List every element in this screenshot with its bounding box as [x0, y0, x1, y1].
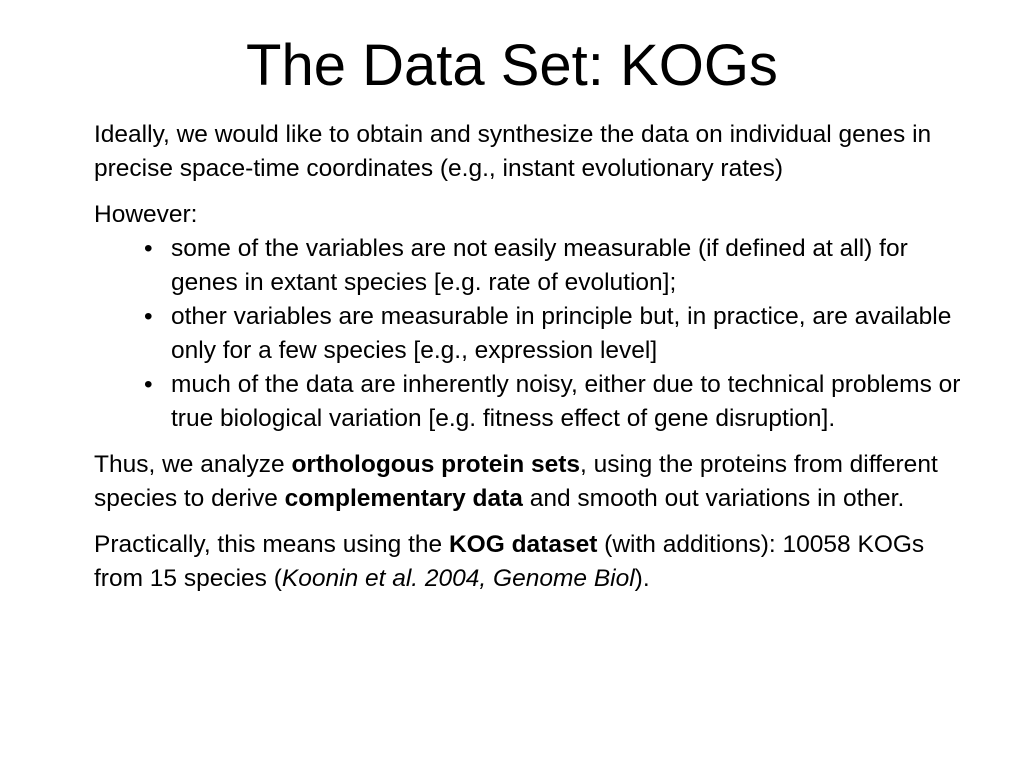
- thus-paragraph: [94, 448, 974, 516]
- practically-paragraph: [94, 528, 974, 596]
- bullet-text: other variables are measurable in principle but, in practice, are available only for a few species [e.g., expression level]: [171, 303, 952, 364]
- bullet-glyph: •: [144, 371, 153, 398]
- bullet-item: [144, 300, 974, 368]
- practically-text-3: ).: [634, 565, 650, 592]
- thus-text-1: Thus, we analyze: [94, 451, 292, 478]
- slide-body: [94, 118, 974, 596]
- bullet-glyph: •: [144, 235, 153, 262]
- bullet-text: much of the data are inherently noisy, either due to technical problems or true biological variation [e.g. fitness effect of gene disruption].: [171, 371, 961, 432]
- slide-title: The Data Set: KOGs: [246, 33, 778, 98]
- bullet-glyph: •: [144, 303, 153, 330]
- thus-bold-orthologous: orthologous protein sets: [291, 451, 581, 478]
- thus-text-3: and smooth out variations in other.: [522, 485, 905, 512]
- practically-text-2: (with additions): 10058 KOGs from 15 species (: [94, 531, 925, 592]
- practically-text-1: Practically, this means using the: [94, 531, 449, 558]
- however-label: However:: [94, 201, 198, 228]
- bullet-item: [144, 368, 974, 436]
- bullet-item: [144, 232, 974, 300]
- practically-bold-kog: KOG dataset: [448, 531, 598, 558]
- practically-citation: Koonin et al. 2004, Genome Biol: [281, 565, 635, 592]
- bullet-list: [94, 232, 974, 436]
- thus-bold-complementary: complementary data: [284, 485, 523, 512]
- thus-text-2: , using the proteins from different species to derive: [94, 451, 938, 512]
- intro-paragraph: Ideally, we would like to obtain and synthesize the data on individual genes in precise space-time coordinates (e.g., instant evolutionary rates): [94, 121, 932, 182]
- bullet-text: some of the variables are not easily measurable (if defined at all) for genes in extant species [e.g. rate of evolution];: [171, 235, 908, 296]
